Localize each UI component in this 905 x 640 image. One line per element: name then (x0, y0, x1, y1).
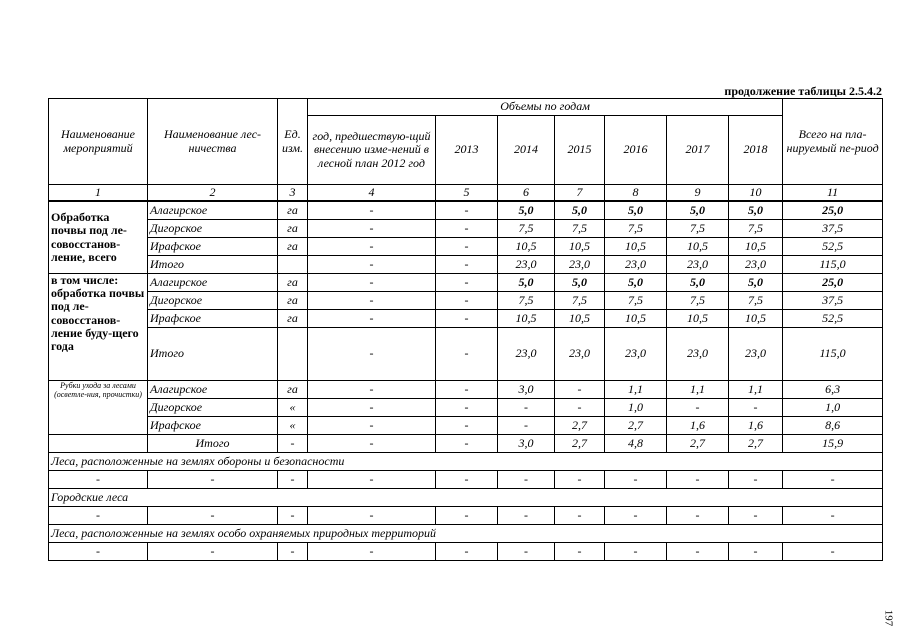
value-cell: - (436, 417, 498, 435)
activity-name: в том числе: обработка почвы под ле-совосстанов-ление буду-щего года (49, 274, 148, 381)
header-2017: 2017 (667, 116, 729, 185)
value-cell: 23,0 (555, 328, 605, 381)
table-row (49, 417, 883, 435)
value-cell: 3,0 (498, 435, 555, 453)
col-number: 5 (436, 185, 498, 202)
value-cell: 5,0 (729, 201, 783, 220)
unit-cell: га (278, 292, 308, 310)
table-row (49, 399, 883, 417)
table-row (49, 274, 883, 292)
table-row (49, 238, 883, 256)
unit-cell: « (278, 417, 308, 435)
value-cell: 2,7 (667, 435, 729, 453)
value-cell: 37,5 (783, 220, 883, 238)
value-cell: 7,5 (555, 292, 605, 310)
forestry-name: Дигорское (148, 292, 278, 310)
value-cell: - (436, 292, 498, 310)
header-forestry: Наименование лес-ничества (148, 99, 278, 185)
value-cell: 23,0 (498, 328, 555, 381)
value-cell: 10,5 (729, 310, 783, 328)
table-row (49, 471, 883, 489)
forestry-name: Дигорское (148, 220, 278, 238)
value-cell: 5,0 (729, 274, 783, 292)
section-title: Леса, расположенные на землях особо охраняемых природных территорий (49, 525, 883, 543)
section-title: Леса, расположенные на землях обороны и безопасности (49, 453, 883, 471)
header-2014: 2014 (498, 116, 555, 185)
value-cell: - (555, 399, 605, 417)
value-cell: 7,5 (498, 220, 555, 238)
value-cell: 23,0 (555, 256, 605, 274)
table-caption: продолжение таблицы 2.5.4.2 (724, 84, 882, 98)
value-cell: 5,0 (605, 274, 667, 292)
unit-cell: га (278, 238, 308, 256)
table-row (49, 435, 883, 453)
value-cell: - (436, 399, 498, 417)
value-cell: - (667, 399, 729, 417)
value-cell: 4,8 (605, 435, 667, 453)
value-cell: 37,5 (783, 292, 883, 310)
section-row (49, 453, 883, 471)
value-cell: - (555, 471, 605, 489)
value-cell: 10,5 (498, 238, 555, 256)
value-cell: - (498, 417, 555, 435)
column-number-row (49, 185, 883, 202)
value-cell: 10,5 (729, 238, 783, 256)
table-row (49, 256, 883, 274)
table-row (49, 543, 883, 561)
value-cell: - (783, 543, 883, 561)
value-cell: 2,7 (729, 435, 783, 453)
value-cell: 7,5 (605, 220, 667, 238)
value-cell: 115,0 (783, 256, 883, 274)
value-cell: - (49, 543, 148, 561)
unit-cell: га (278, 381, 308, 399)
value-cell: 5,0 (667, 201, 729, 220)
empty-cell (49, 435, 148, 453)
value-cell: 5,0 (498, 201, 555, 220)
value-cell: - (148, 471, 278, 489)
value-cell: - (605, 471, 667, 489)
unit-cell (278, 256, 308, 274)
value-cell: - (278, 543, 308, 561)
header-2013: 2013 (436, 116, 498, 185)
value-cell: 115,0 (783, 328, 883, 381)
value-cell: - (308, 399, 436, 417)
activity-name: Обработка почвы под ле-совосстанов-ление, всего (49, 201, 148, 274)
value-cell: - (729, 399, 783, 417)
value-cell: - (498, 471, 555, 489)
header-2015: 2015 (555, 116, 605, 185)
value-cell: 23,0 (729, 328, 783, 381)
value-cell: - (49, 471, 148, 489)
value-cell: 23,0 (667, 256, 729, 274)
value-cell: - (729, 471, 783, 489)
value-cell: 2,7 (605, 417, 667, 435)
header-unit: Ед. изм. (278, 99, 308, 185)
value-cell: 23,0 (498, 256, 555, 274)
value-cell: - (605, 507, 667, 525)
value-cell: 1,6 (729, 417, 783, 435)
value-cell: - (308, 292, 436, 310)
value-cell: - (436, 471, 498, 489)
forestry-name: Ирафское (148, 238, 278, 256)
value-cell: - (498, 399, 555, 417)
forestry-name: Ирафское (148, 417, 278, 435)
section-title: Городские леса (49, 489, 883, 507)
value-cell: 7,5 (729, 292, 783, 310)
value-cell: 1,0 (605, 399, 667, 417)
value-cell: 1,1 (605, 381, 667, 399)
activity-name: Рубки ухода за лесами (осветле-ния, прочистки) (49, 381, 148, 435)
forestry-name: Итого (148, 256, 278, 274)
forestry-name: Алагирское (148, 274, 278, 292)
value-cell: 5,0 (667, 274, 729, 292)
value-cell: - (308, 543, 436, 561)
table-row (49, 507, 883, 525)
value-cell: 52,5 (783, 310, 883, 328)
value-cell: - (436, 274, 498, 292)
col-number: 4 (308, 185, 436, 202)
value-cell: 6,3 (783, 381, 883, 399)
value-cell: 8,6 (783, 417, 883, 435)
value-cell: 1,1 (667, 381, 729, 399)
value-cell: 23,0 (605, 328, 667, 381)
value-cell: 23,0 (729, 256, 783, 274)
value-cell: 1,0 (783, 399, 883, 417)
value-cell: - (605, 543, 667, 561)
value-cell: - (436, 328, 498, 381)
value-cell: 2,7 (555, 417, 605, 435)
value-cell: 10,5 (667, 310, 729, 328)
col-number: 6 (498, 185, 555, 202)
forestry-name: Итого (148, 328, 278, 381)
header-total: Всего на пла-нируемый пе-риод (783, 99, 883, 185)
value-cell: - (498, 507, 555, 525)
col-number: 10 (729, 185, 783, 202)
header-volumes: Объемы по годам (308, 99, 783, 116)
value-cell: 52,5 (783, 238, 883, 256)
value-cell: - (436, 507, 498, 525)
col-number: 9 (667, 185, 729, 202)
value-cell: - (729, 507, 783, 525)
unit-cell: га (278, 274, 308, 292)
value-cell: - (308, 328, 436, 381)
value-cell: - (436, 238, 498, 256)
value-cell: - (783, 507, 883, 525)
value-cell: - (555, 381, 605, 399)
value-cell: 25,0 (783, 201, 883, 220)
value-cell: - (308, 238, 436, 256)
header-2016: 2016 (605, 116, 667, 185)
value-cell: - (308, 471, 436, 489)
value-cell: - (436, 220, 498, 238)
value-cell: - (308, 381, 436, 399)
value-cell: - (308, 274, 436, 292)
value-cell: - (308, 507, 436, 525)
value-cell: 25,0 (783, 274, 883, 292)
forestry-name: Дигорское (148, 399, 278, 417)
value-cell: - (729, 543, 783, 561)
value-cell: 10,5 (605, 310, 667, 328)
value-cell: 10,5 (498, 310, 555, 328)
value-cell: - (436, 256, 498, 274)
table-row (49, 381, 883, 399)
table-row (49, 220, 883, 238)
value-cell: 7,5 (498, 292, 555, 310)
unit-cell: га (278, 310, 308, 328)
forestry-name: Алагирское (148, 381, 278, 399)
value-cell: - (308, 435, 436, 453)
col-number: 11 (783, 185, 883, 202)
table-row (49, 328, 883, 381)
value-cell: - (498, 543, 555, 561)
value-cell: - (308, 256, 436, 274)
col-number: 2 (148, 185, 278, 202)
value-cell: - (308, 201, 436, 220)
forestry-volumes-table (48, 98, 883, 561)
value-cell: 10,5 (555, 310, 605, 328)
value-cell: - (148, 507, 278, 525)
value-cell: 23,0 (605, 256, 667, 274)
value-cell: - (308, 220, 436, 238)
page-number: 197 (882, 609, 895, 627)
col-number: 7 (555, 185, 605, 202)
table-row (49, 201, 883, 220)
value-cell: 7,5 (667, 220, 729, 238)
section-row (49, 489, 883, 507)
value-cell: 5,0 (498, 274, 555, 292)
unit-cell: - (278, 435, 308, 453)
value-cell: - (278, 507, 308, 525)
value-cell: 1,1 (729, 381, 783, 399)
value-cell: - (436, 201, 498, 220)
value-cell: - (436, 435, 498, 453)
value-cell: 3,0 (498, 381, 555, 399)
unit-cell (278, 328, 308, 381)
value-cell: 10,5 (667, 238, 729, 256)
value-cell: - (436, 381, 498, 399)
value-cell: - (278, 471, 308, 489)
unit-cell: га (278, 220, 308, 238)
value-cell: - (555, 507, 605, 525)
value-cell: 7,5 (605, 292, 667, 310)
header-activity: Наименование мероприятий (49, 99, 148, 185)
forestry-name: Ирафское (148, 310, 278, 328)
value-cell: 10,5 (555, 238, 605, 256)
value-cell: - (49, 507, 148, 525)
value-cell: 7,5 (555, 220, 605, 238)
value-cell: - (555, 543, 605, 561)
value-cell: 7,5 (667, 292, 729, 310)
table-row (49, 292, 883, 310)
value-cell: - (667, 543, 729, 561)
unit-cell: « (278, 399, 308, 417)
value-cell: 5,0 (605, 201, 667, 220)
header-prev-year: год, предшествую-щий внесению изме-нений в лесной план 2012 год (308, 116, 436, 185)
value-cell: - (667, 507, 729, 525)
value-cell: 7,5 (729, 220, 783, 238)
section-row (49, 525, 883, 543)
value-cell: 23,0 (667, 328, 729, 381)
value-cell: 15,9 (783, 435, 883, 453)
col-number: 3 (278, 185, 308, 202)
col-number: 8 (605, 185, 667, 202)
col-number: 1 (49, 185, 148, 202)
value-cell: - (667, 471, 729, 489)
value-cell: - (308, 417, 436, 435)
value-cell: 1,6 (667, 417, 729, 435)
value-cell: - (436, 310, 498, 328)
value-cell: - (783, 471, 883, 489)
forestry-name: Итого (148, 435, 278, 453)
value-cell: 2,7 (555, 435, 605, 453)
value-cell: - (148, 543, 278, 561)
value-cell: - (436, 543, 498, 561)
value-cell: 5,0 (555, 274, 605, 292)
value-cell: 5,0 (555, 201, 605, 220)
unit-cell: га (278, 201, 308, 220)
header-2018: 2018 (729, 116, 783, 185)
forestry-name: Алагирское (148, 201, 278, 220)
value-cell: 10,5 (605, 238, 667, 256)
value-cell: - (308, 310, 436, 328)
table-row (49, 310, 883, 328)
